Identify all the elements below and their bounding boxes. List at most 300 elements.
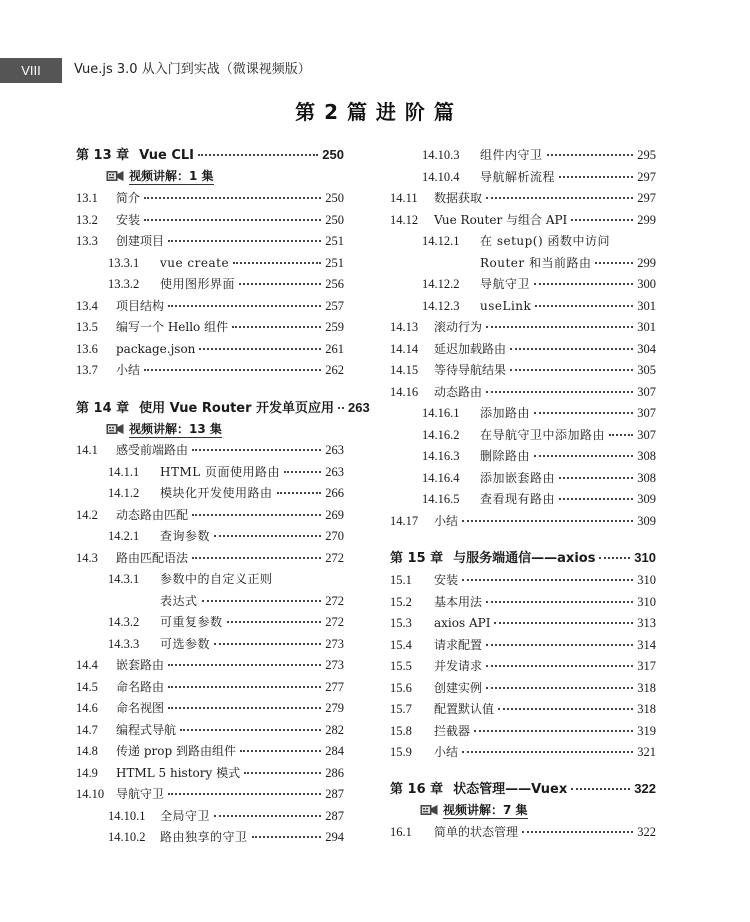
toc-entry[interactable] [390,231,656,251]
video-camera-icon [106,169,124,183]
page-number: 294 [325,830,344,844]
page-number: 250 [325,212,344,227]
section-title: vue create [160,255,230,270]
chapter-number: 第 15 章 [390,551,444,566]
toc-entry[interactable] [390,570,656,590]
toc-entry[interactable] [390,296,656,316]
leader-dots [462,520,633,522]
section-title: 基本用法 [434,594,483,609]
section-number: 15.3 [390,616,412,630]
section-number: 14.12.1 [422,234,460,248]
leader-dots [486,391,633,393]
chapter-title: 状态管理——Vuex [453,782,568,797]
page-number: 287 [325,808,344,823]
page-number: 309 [637,513,656,528]
toc-entry[interactable] [76,612,344,632]
section-title: 使用图形界面 [160,277,236,291]
page-number: 304 [637,341,656,356]
page-number: 301 [637,298,656,313]
page-number: 314 [637,637,656,652]
leader-dots [486,601,633,603]
toc-entry[interactable] [390,678,656,698]
toc-entry[interactable] [390,822,656,842]
section-title: 路由独享的守卫 [160,830,248,844]
page-number: 310 [637,594,656,609]
toc-entry[interactable] [76,634,344,654]
page-number: 295 [637,148,656,162]
section-number: 14.10.3 [422,148,460,162]
page-number: 286 [325,765,344,780]
leader-dots [192,557,321,559]
toc-entry[interactable] [390,511,656,531]
toc-entry[interactable] [390,592,656,612]
leader-dots [486,687,633,689]
section-title: 安装 [434,573,459,587]
section-title: 动态路由匹配 [116,507,189,522]
page-number: 307 [637,406,656,420]
section-title: 简单的状态管理 [434,825,519,839]
section-title: 滚动行为 [434,320,483,334]
section-number: 15.7 [390,702,412,716]
section-title: 编写一个 Hello 组件 [116,320,229,334]
toc-entry[interactable] [390,613,656,633]
toc-entry[interactable] [76,505,344,525]
video-lecture-note [106,419,222,439]
leader-dots [510,348,633,350]
leader-dots [252,836,322,838]
page-number: 282 [325,722,344,737]
section-number: 14.13 [390,320,419,334]
leader-dots [494,622,633,624]
page-number: 299 [637,255,656,270]
page-number: 277 [325,679,344,694]
leader-dots [462,579,633,581]
section-title: 命名路由 [116,679,165,694]
leader-dots [486,665,633,667]
leader-dots [199,348,321,350]
toc-entry[interactable] [390,468,656,488]
section-number: 13.6 [76,341,98,356]
page-number: 263 [325,464,344,479]
section-number: 14.17 [390,513,419,528]
section-number: 14.16.1 [422,406,460,420]
section-number: 14.8 [76,744,98,758]
page-number: 269 [325,507,344,522]
toc-entry[interactable] [390,446,656,466]
section-number: 14.2.1 [108,529,140,543]
leader-dots [609,434,633,436]
section-number: 13.5 [76,320,98,334]
leader-dots [168,305,321,307]
leader-dots [462,751,633,753]
section-title: 组件内守卫 [480,148,543,162]
toc-entry[interactable] [76,296,344,316]
page-header [0,56,750,86]
chapter-heading[interactable] [390,547,656,569]
toc-entry[interactable] [390,339,656,359]
section-number: 15.2 [390,594,412,609]
toc-entry[interactable] [390,721,656,741]
leader-dots [144,369,321,371]
section-number: 13.1 [76,191,98,205]
toc-entry[interactable] [76,483,344,503]
toc-entry[interactable] [76,360,344,380]
section-title: 创建项目 [116,234,165,248]
section-title: 查看现有路由 [480,492,556,506]
leader-dots [486,197,633,199]
toc-entry[interactable] [390,489,656,509]
toc-entry[interactable] [76,253,344,273]
chapter-number: 第 16 章 [390,782,444,797]
section-title: 在导航守卫中添加路由 [480,427,606,442]
leader-dots [571,219,633,221]
toc-entry[interactable] [76,720,344,740]
section-number: 14.12 [390,212,419,227]
leader-dots [547,154,634,156]
toc-entry[interactable] [390,253,656,273]
chapter-heading[interactable] [390,778,656,800]
section-title: 感受前端路由 [116,443,189,457]
leader-dots [233,262,321,264]
section-number: 14.16 [390,384,419,399]
page-number: 307 [637,384,656,399]
section-number: 13.2 [76,212,98,227]
page-number: 272 [325,593,344,608]
toc-entry[interactable] [76,569,344,589]
section-title: 嵌套路由 [116,658,165,672]
leader-dots [168,686,321,688]
leader-dots [214,535,321,537]
part-title: 第 2 篇 进 阶 篇 [295,100,455,124]
section-number: 13.7 [76,363,98,377]
page-number: 308 [637,470,656,485]
section-number: 14.2 [76,507,98,522]
page-number: 305 [637,363,656,377]
leader-dots [202,600,322,602]
toc-entry[interactable] [76,462,344,482]
section-title: useLink [480,298,532,313]
leader-dots [168,707,321,709]
page-number: 310 [634,550,656,565]
page-number: 273 [325,636,344,651]
section-title: 项目结构 [116,298,165,313]
leader-dots [534,283,633,285]
leader-dots [144,197,321,199]
leader-dots [214,815,321,817]
toc-entry[interactable] [390,425,656,445]
page-number: 272 [325,550,344,565]
page-number: 300 [637,277,656,291]
toc-entry[interactable] [390,360,656,380]
page-number: 287 [325,787,344,801]
section-title: 小结 [434,745,459,759]
section-number: 16.1 [390,825,412,839]
section-title: 删除路由 [480,449,531,463]
section-number: 15.4 [390,637,412,652]
section-number: 13.3 [76,234,98,248]
section-number: 15.5 [390,659,412,673]
page-number: 301 [637,320,656,334]
section-title: 在 setup() 函数中访问 [480,234,610,248]
section-number: 15.1 [390,573,412,587]
page-number: 263 [348,400,370,415]
section-number: 13.4 [76,298,98,313]
page-number: 257 [325,298,344,313]
video-lecture-count: 视频讲解：13 集 [129,422,222,436]
toc-entry[interactable] [390,742,656,762]
page-number: 284 [325,744,344,758]
toc-entry[interactable] [76,591,344,611]
page-number: 297 [637,191,656,205]
leader-dots [534,412,633,414]
leader-dots [534,455,633,457]
leader-dots [595,262,633,264]
page-number: 263 [325,443,344,457]
section-title: Vue Router 与组合 API [434,212,568,227]
toc-entry[interactable] [76,440,344,460]
section-title: 动态路由 [434,384,483,399]
leader-dots [559,498,633,500]
toc-entry[interactable] [390,382,656,402]
toc-entry[interactable] [390,145,656,165]
page-number: 251 [325,234,344,248]
section-number: 14.16.5 [422,492,460,506]
video-camera-icon [106,422,124,436]
section-number: 14.16.2 [422,427,460,442]
section-title: 添加路由 [480,406,531,420]
toc-entry[interactable] [76,339,344,359]
page-number: 272 [325,615,344,629]
section-title: 编程式导航 [116,722,177,737]
section-number: 14.10.4 [422,169,460,184]
leader-dots [168,240,321,242]
toc-entry[interactable] [76,548,344,568]
section-title: 添加嵌套路由 [480,470,556,485]
section-title: package.json [116,341,196,356]
toc-entry[interactable] [390,699,656,719]
page-number: 279 [325,701,344,715]
section-title: 查询参数 [160,529,211,543]
chapter-title: Vue CLI [139,148,195,163]
leader-dots [198,154,318,156]
section-title: 数据获取 [434,191,483,205]
page-number: 321 [637,745,656,759]
leader-dots [498,708,633,710]
section-number: 14.1 [76,443,98,457]
toc-entry[interactable] [76,698,344,718]
leader-dots [284,471,321,473]
page-number: 310 [637,573,656,587]
chapter-number: 第 13 章 [76,148,130,163]
section-title: 拦截器 [434,723,471,738]
leader-dots [599,557,630,559]
section-number: 14.10 [76,787,105,801]
leader-dots [338,407,344,409]
leader-dots [510,369,633,371]
section-title: 请求配置 [434,637,483,652]
chapter-heading[interactable] [76,397,370,419]
toc-entry[interactable] [76,526,344,546]
leader-dots [168,793,321,795]
leader-dots [214,643,321,645]
section-number: 14.3 [76,550,98,565]
toc-entry[interactable] [390,403,656,423]
video-lecture-note [420,800,528,820]
leader-dots [240,750,321,752]
section-number: 14.3.3 [108,636,140,651]
leader-dots [180,729,321,731]
toc-entry[interactable] [76,210,344,230]
section-number: 14.10.2 [108,830,146,844]
section-title: axios API [434,616,491,630]
section-number: 13.3.2 [108,277,140,291]
video-lecture-count: 视频讲解：7 集 [443,803,528,817]
section-number: 14.1.1 [108,464,140,479]
section-title: 小结 [116,363,141,377]
section-number: 14.11 [390,191,418,205]
video-lecture-note [106,166,214,186]
page-number: 322 [637,825,656,839]
section-title: 简介 [116,191,141,205]
section-number: 14.12.2 [422,277,460,291]
page-number: 313 [637,616,656,630]
section-number: 14.12.3 [422,298,460,313]
toc-entry[interactable] [390,635,656,655]
leader-dots [571,788,630,790]
page-number: 297 [637,169,656,184]
leader-dots [559,477,633,479]
toc-entry[interactable] [390,656,656,676]
toc-entry[interactable] [76,188,344,208]
page-number: 273 [325,658,344,672]
section-title: 等待导航结果 [434,363,507,377]
section-number: 14.7 [76,722,98,737]
section-title: 路由匹配语法 [116,550,189,565]
toc-entry[interactable] [76,677,344,697]
section-number: 14.9 [76,765,98,780]
section-title: 可重复参数 [160,615,223,629]
page-number: 256 [325,277,344,291]
toc-entry[interactable] [390,274,656,294]
toc-entry[interactable] [390,188,656,208]
section-title: Router 和当前路由 [480,255,592,270]
toc-entry[interactable] [76,231,344,251]
section-title: 安装 [116,212,141,227]
leader-dots [559,176,633,178]
leader-dots [277,492,322,494]
video-camera-icon [420,803,438,817]
section-number: 13.3.1 [108,255,140,270]
section-number: 14.16.4 [422,470,460,485]
video-lecture-count: 视频讲解：1 集 [129,169,214,183]
leader-dots [244,772,321,774]
leader-dots [168,664,321,666]
section-title: 创建实例 [434,680,483,695]
section-title: 参数中的自定义正则 [160,572,273,586]
section-number: 14.3.2 [108,615,140,629]
section-title: 并发请求 [434,659,483,673]
leader-dots [535,305,633,307]
section-number: 14.10.1 [108,808,146,823]
toc-entry[interactable] [76,763,344,783]
section-number: 14.14 [390,341,419,356]
toc-entry[interactable] [390,317,656,337]
section-number: 14.5 [76,679,98,694]
section-title: 可选参数 [160,636,211,651]
chapter-number: 第 14 章 [76,401,130,416]
leader-dots [192,514,321,516]
section-number: 14.4 [76,658,98,672]
page-number: 250 [322,147,344,162]
toc-entry[interactable] [76,274,344,294]
leader-dots [239,283,321,285]
toc-entry[interactable] [76,655,344,675]
page-number: 259 [325,320,344,334]
page-number: 251 [325,255,344,270]
book-title: Vue.js 3.0 从入门到实战（微课视频版） [74,62,311,77]
chapter-heading[interactable] [76,144,344,166]
leader-dots [144,219,321,221]
leader-dots [192,449,321,451]
page-number: 322 [634,781,656,796]
toc-entry[interactable] [76,741,344,761]
leader-dots [522,831,633,833]
page-number: 262 [325,363,344,377]
section-title: 导航守卫 [480,277,531,291]
toc-entry[interactable] [76,784,344,804]
page-number: 308 [637,449,656,463]
leader-dots [232,326,321,328]
section-number: 15.9 [390,745,412,759]
section-title: HTML 页面使用路由 [160,464,281,479]
toc-entry[interactable] [76,806,344,826]
section-title: 命名视图 [116,701,165,715]
section-title: 模块化开发使用路由 [160,486,273,500]
section-number: 15.6 [390,680,412,695]
toc-entry[interactable] [76,827,344,847]
section-title: 配置默认值 [434,702,495,716]
section-title: 传递 prop 到路由组件 [116,744,236,758]
section-title: HTML 5 history 模式 [116,765,241,780]
toc-entry[interactable] [390,167,656,187]
toc-entry[interactable] [390,210,656,230]
chapter-title: 使用 Vue Router 开发单页应用 [139,401,335,416]
section-number: 14.6 [76,701,98,715]
section-number: 15.8 [390,723,412,738]
page-number: 266 [325,486,344,500]
page-number: 307 [637,427,656,442]
page-number: 318 [637,702,656,716]
leader-dots [486,326,633,328]
section-title: 延迟加载路由 [434,341,507,356]
section-number: 14.3.1 [108,572,140,586]
section-number: 14.15 [390,363,419,377]
section-title: 全局守卫 [160,808,211,823]
section-number: 14.1.2 [108,486,140,500]
page-number: 317 [637,659,656,673]
section-title: 表达式 [160,593,198,608]
page-number-roman: VIII [0,58,62,83]
page-number: 309 [637,492,656,506]
leader-dots [474,730,633,732]
toc-entry[interactable] [76,317,344,337]
leader-dots [227,621,322,623]
section-title: 导航解析流程 [480,169,556,184]
section-title: 小结 [434,513,459,528]
page-number: 250 [325,191,344,205]
section-title: 导航守卫 [116,787,165,801]
page-number: 318 [637,680,656,695]
